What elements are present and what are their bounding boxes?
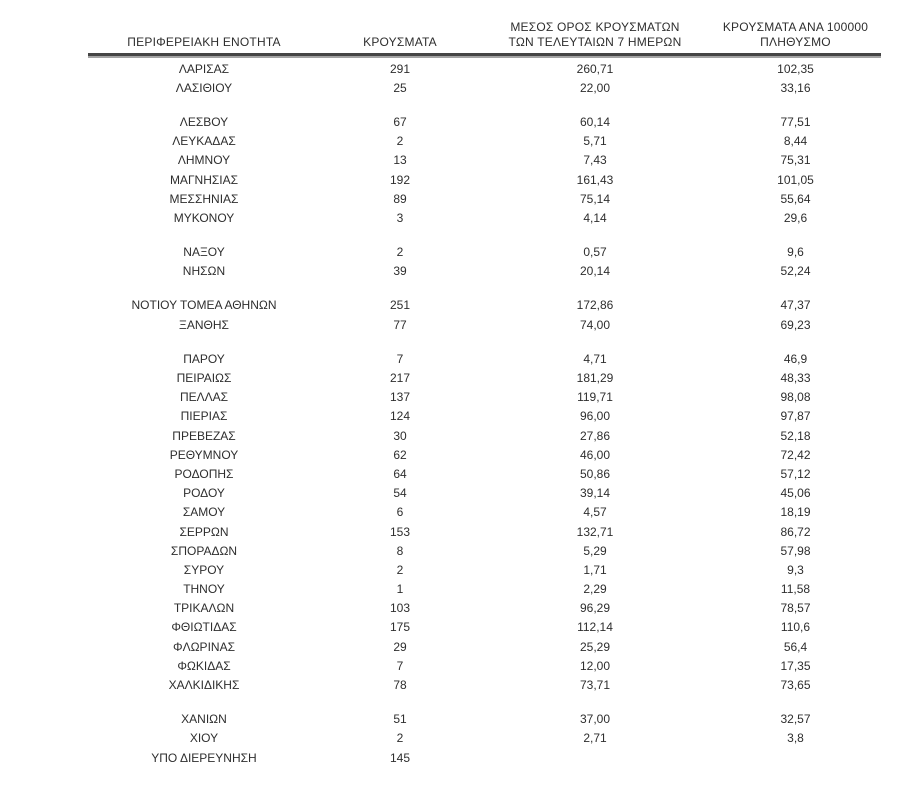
cell-region: ΡΟΔΟΥ [183,486,225,501]
cell-cases: 3 [396,210,404,225]
cell-cases: 67 [393,114,407,129]
cell-per100k: 101,05 [777,172,814,187]
table-row [88,132,881,151]
cell-per100k: 32,57 [780,712,811,727]
cell-cases: 2 [396,562,404,577]
cell-per100k: 46,9 [783,351,808,366]
cell-region: ΠΕΛΛΑΣ [179,390,229,405]
cell-cases: 62 [393,447,407,462]
cell-cases: 6 [396,505,404,520]
cell-per100k: 57,98 [780,543,811,558]
cell-avg7: 5,71 [583,134,607,149]
cell-region: ΧΑΛΚΙΔΙΚΗΣ [168,678,240,693]
cell-avg7: 4,71 [583,351,607,366]
regional-cases-table [88,20,881,767]
cell-per100k: 69,23 [780,317,811,332]
cell-avg7: 181,29 [576,371,614,386]
table-row [88,618,881,637]
cell-avg7: 4,57 [583,505,607,520]
cell-cases: 13 [393,153,407,168]
cell-region: ΤΡΙΚΑΛΩΝ [173,601,235,616]
table-row [88,580,881,599]
table-row [88,445,881,464]
cell-cases: 153 [389,524,411,539]
row-group-5 [88,349,881,694]
cell-per100k: 33,16 [780,80,811,95]
cell-region: ΦΛΩΡΙΝΑΣ [173,639,235,654]
column-header-cases [320,35,480,53]
cell-region: ΞΑΝΘΗΣ [179,317,229,332]
cell-region: ΝΑΞΟΥ [183,245,225,260]
table-row [88,262,881,281]
table-row [88,675,881,694]
cell-region: ΣΠΟΡΑΔΩΝ [170,543,238,558]
cell-cases: 217 [389,371,411,386]
table-row [88,484,881,503]
cell-cases: 7 [396,658,404,673]
column-header-line: ΜΕΣΟΣ ΟΡΟΣ ΚΡΟΥΣΜΑΤΩΝ [510,20,680,34]
cell-avg7: 22,00 [579,80,611,95]
table-row [88,315,881,334]
table-row [88,748,881,767]
column-header-line: ΠΕΡΙΦΕΡΕΙΑΚΗ ΕΝΟΤΗΤΑ [127,35,281,49]
table-row [88,296,881,315]
row-group-3 [88,243,881,281]
cell-avg7: 161,43 [576,172,614,187]
cell-per100k: 78,57 [780,601,811,616]
column-header-region [88,35,320,53]
cell-cases: 51 [393,712,407,727]
cell-region: ΠΑΡΟΥ [183,351,225,366]
cell-region: ΛΕΣΒΟΥ [179,114,229,129]
cell-per100k: 17,35 [780,658,811,673]
table-row [88,78,881,97]
cell-per100k: 11,58 [780,582,811,597]
cell-avg7: 12,00 [579,658,611,673]
cell-avg7: 46,00 [579,447,611,462]
cell-avg7: 2,29 [583,582,607,597]
cell-avg7: 5,29 [583,543,607,558]
cell-avg7: 25,29 [579,639,611,654]
cell-avg7: 73,71 [579,678,611,693]
cell-region: ΦΩΚΙΔΑΣ [177,658,231,673]
cell-region: ΜΕΣΣΗΝΙΑΣ [169,191,239,206]
cell-cases: 25 [393,80,407,95]
cell-cases: 192 [389,172,411,187]
table-row [88,388,881,407]
table-row [88,541,881,560]
cell-cases: 103 [389,601,411,616]
table-row [88,599,881,618]
table-row [88,637,881,656]
cell-per100k: 29,6 [783,210,808,225]
table-row [88,710,881,729]
cell-region: ΣΕΡΡΩΝ [179,524,229,539]
cell-per100k: 56,4 [783,639,808,654]
row-group-2 [88,112,881,227]
cell-cases: 8 [396,543,404,558]
cell-per100k: 9,6 [787,245,804,260]
cell-cases: 78 [393,678,407,693]
cell-per100k: 57,12 [780,466,811,481]
cell-region: ΧΑΝΙΩΝ [181,712,227,727]
cell-region: ΣΥΡΟΥ [183,562,225,577]
cell-per100k: 73,65 [780,678,811,693]
table-row [88,112,881,131]
table-row [88,503,881,522]
column-header-line: ΚΡΟΥΣΜΑΤΑ [363,35,437,49]
cell-region: ΛΕΥΚΑΔΑΣ [172,134,236,149]
cell-cases: 2 [396,134,404,149]
cell-cases: 29 [393,639,407,654]
header-rule [88,53,881,58]
cell-per100k: 3,8 [787,731,804,746]
cell-avg7: 172,86 [576,298,614,313]
cell-avg7: 96,29 [579,601,611,616]
cell-region: ΦΘΙΩΤΙΔΑΣ [171,620,237,635]
column-header-avg7 [480,20,710,53]
column-header-per100k [710,20,881,53]
cell-per100k: 47,37 [780,298,811,313]
cell-cases: 89 [393,191,407,206]
cell-avg7: 119,71 [577,390,613,405]
cell-avg7: 74,00 [579,317,611,332]
cell-cases: 54 [393,486,407,501]
cell-cases: 30 [393,428,407,443]
cell-avg7: 1,71 [583,562,607,577]
cell-cases: 251 [389,298,411,313]
table-row [88,151,881,170]
table-row [88,349,881,368]
row-group-6 [88,710,881,768]
cell-region: ΜΑΓΝΗΣΙΑΣ [169,172,239,187]
table-row [88,407,881,426]
cell-cases: 291 [389,61,411,76]
cell-per100k: 55,64 [780,191,811,206]
cell-region: ΝΗΣΩΝ [182,264,226,279]
table-row [88,59,881,78]
cell-cases: 7 [396,351,404,366]
cell-cases: 124 [389,409,411,424]
cell-region: ΧΙΟΥ [189,731,219,746]
cell-cases: 39 [393,264,407,279]
cell-avg7: 0,57 [583,245,607,260]
cell-region: ΡΕΘΥΜΝΟΥ [169,447,239,462]
cell-region: ΠΡΕΒΕΖΑΣ [172,428,236,443]
table-row [88,464,881,483]
cell-region: ΣΑΜΟΥ [182,505,226,520]
table-row [88,560,881,579]
cell-avg7: 112,14 [577,620,613,635]
cell-per100k: 110,6 [780,620,811,635]
cell-cases: 175 [389,620,411,635]
cell-per100k: 8,44 [783,134,808,149]
cell-region: ΛΑΣΙΘΙΟΥ [175,80,233,95]
column-header-line: ΠΛΗΘΥΣΜΟ [760,35,831,49]
cell-per100k: 102,35 [777,61,814,76]
cell-per100k: 72,42 [780,447,811,462]
row-group-1 [88,59,881,97]
table-header-row [88,20,881,53]
cell-avg7: 132,71 [576,524,614,539]
cell-cases: 1 [396,582,404,597]
cell-region: ΤΗΝΟΥ [183,582,225,597]
row-group-4 [88,296,881,334]
cell-per100k: 52,18 [780,428,811,443]
table-row [88,656,881,675]
cell-avg7: 75,14 [579,191,611,206]
table-row [88,368,881,387]
cell-per100k: 52,24 [780,264,811,279]
table-row [88,522,881,541]
cell-avg7: 39,14 [579,486,611,501]
cell-cases: 64 [393,466,407,481]
cell-region: ΠΙΕΡΙΑΣ [180,409,228,424]
cell-avg7: 7,43 [583,153,607,168]
cell-region: ΝΟΤΙΟΥ ΤΟΜΕΑ ΑΘΗΝΩΝ [131,298,277,313]
cell-avg7: 96,00 [579,409,611,424]
cell-region: ΥΠΟ ΔΙΕΡΕΥΝΗΣΗ [151,750,257,765]
cell-region: ΡΟΔΟΠΗΣ [174,466,234,481]
cell-per100k: 75,31 [780,153,811,168]
cell-per100k: 77,51 [780,114,811,129]
cell-cases: 2 [396,245,404,260]
cell-avg7: 2,71 [583,731,607,746]
cell-region: ΜΥΚΟΝΟΥ [173,210,235,225]
cell-region: ΠΕΙΡΑΙΩΣ [176,371,232,386]
cell-per100k: 45,06 [780,486,811,501]
cell-per100k: 18,19 [780,505,811,520]
table-row [88,243,881,262]
table-body [88,59,881,767]
cell-avg7: 27,86 [579,428,611,443]
table-row [88,729,881,748]
cell-per100k: 48,33 [780,371,811,386]
table-row [88,189,881,208]
cell-region: ΛΗΜΝΟΥ [177,153,231,168]
cell-avg7: 50,86 [579,466,611,481]
column-header-line: ΤΩΝ ΤΕΛΕΥΤΑΙΩΝ 7 ΗΜΕΡΩΝ [508,35,682,49]
cell-region: ΛΑΡΙΣΑΣ [178,61,230,76]
cell-per100k: 86,72 [780,524,811,539]
table-row [88,426,881,445]
cell-avg7: 20,14 [579,264,611,279]
cell-avg7: 60,14 [579,114,611,129]
cell-per100k: 98,08 [780,390,811,405]
cell-cases: 145 [389,750,411,765]
cell-cases: 137 [389,390,411,405]
cell-cases: 77 [393,317,407,332]
cell-avg7: 37,00 [579,712,611,727]
cell-per100k: 97,87 [780,409,811,424]
cell-avg7: 260,71 [576,61,614,76]
cell-cases: 2 [396,731,404,746]
table-row [88,208,881,227]
header-rule-thin-line [88,56,881,58]
cell-avg7: 4,14 [583,210,607,225]
column-header-line: ΚΡΟΥΣΜΑΤΑ ΑΝΑ 100000 [722,20,869,34]
cell-per100k: 9,3 [787,562,804,577]
table-row [88,170,881,189]
